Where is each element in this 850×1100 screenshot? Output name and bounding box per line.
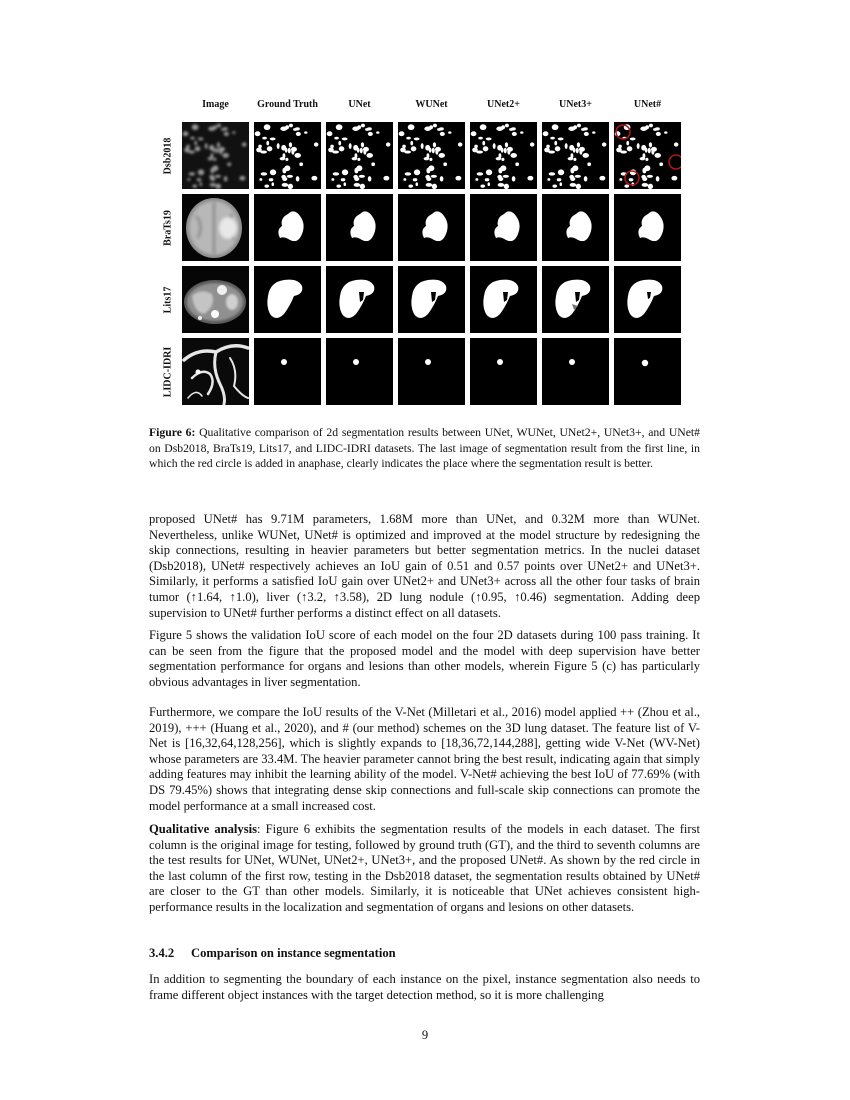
col-header-unet3: UNet3+ — [559, 99, 592, 110]
mask-tile — [542, 338, 609, 405]
col-header-wunet: WUNet — [415, 99, 448, 110]
input-image-tile — [182, 338, 249, 405]
caption-label: Figure 6: — [149, 426, 196, 439]
mask-tile — [542, 194, 609, 261]
mask-tile — [254, 266, 321, 333]
mask-tile — [254, 122, 321, 189]
input-image-tile — [182, 122, 249, 189]
mask-tile — [326, 122, 393, 189]
mask-tile — [470, 194, 537, 261]
mask-tile — [470, 338, 537, 405]
page-number: 9 — [421, 1028, 429, 1042]
col-header-unet2: UNet2+ — [487, 99, 520, 110]
qualitative-lead: Qualitative analysis — [149, 822, 258, 836]
input-image-tile — [182, 194, 249, 261]
mask-tile — [614, 338, 681, 405]
input-image-tile — [182, 266, 249, 333]
col-header-unetsharp: UNet# — [633, 99, 662, 110]
mask-tile — [254, 338, 321, 405]
figure-row-dsb2018 — [160, 122, 687, 189]
mask-tile — [614, 266, 681, 333]
segmentation-figure — [160, 96, 687, 397]
figure-row-lits17 — [160, 266, 687, 333]
paragraph-qualitative — [149, 822, 700, 916]
mask-tile — [398, 122, 465, 189]
mask-tile — [542, 122, 609, 189]
mask-tile — [470, 122, 537, 189]
figure-caption — [149, 425, 700, 472]
col-header-unet: UNet — [348, 99, 371, 110]
mask-tile — [470, 266, 537, 333]
mask-tile — [542, 266, 609, 333]
mask-tile — [398, 266, 465, 333]
mask-tile-highlighted — [614, 122, 681, 189]
mask-tile — [254, 194, 321, 261]
col-header-gt: Ground Truth — [257, 99, 318, 110]
row-label: Lits17 — [162, 286, 174, 313]
col-header-image: Image — [202, 99, 229, 110]
mask-tile — [326, 266, 393, 333]
section-number: 3.4.2 — [149, 946, 175, 960]
paragraph-validation: Figure 5 shows the validation IoU score of each model on the four 2D datasets during 100 pass training. It can be seen from the figure that the proposed model and the model with deep supervision have better segmentation performance for organs and lesions than other models, wherein Figure 5 (c) has particularly obvious advantages in liver segmentation. — [149, 628, 700, 689]
figure-column-headers — [182, 96, 687, 114]
row-label: LIDC-IDRI — [162, 346, 174, 397]
row-label: Dsb2018 — [162, 137, 174, 174]
mask-tile — [326, 338, 393, 405]
figure-row-lidc-idri — [160, 338, 687, 405]
paragraph-3d-comparison: Furthermore, we compare the IoU results of the V-Net (Milletari et al., 2016) model applied ++ (Zhou et al., 2019), +++ (Huang et al., 2020), and # (our method) schemes on the 3D lung dataset. The feature list of V-Net is [16,32,64,128,256], which is slightly expands to [18,36,72,144,288], getting wide V-Net (WV-Net) whose parameters are 33.4M. The heavier parameter cannot bring the best result, indicating again that simply adding features may inhibit the learning ability of the model. V-Net# achieving the best IoU of 77.69% (with DS 79.45%) shows that integrating dense skip connections and full-scale skip connections can promote the model performance at a small increased cost. — [149, 705, 700, 813]
paragraph-instance-intro: In addition to segmenting the boundary of each instance on the pixel, instance segmentation also needs to frame different object instances with the target detection method, so it is more challenging — [149, 972, 700, 1002]
figure-row-brats19 — [160, 194, 687, 261]
mask-tile — [326, 194, 393, 261]
paragraph-results: proposed UNet# has 9.71M parameters, 1.68M more than UNet, and 0.32M more than WUNet. Nevertheless, unlike WUNet, UNet# is optimized and improved at the model structure by redesigning the skip connections, resulting in heavier parameters but better segmentation metrics. In the nuclei dataset (Dsb2018), UNet# respectively achieves an IoU gain of 0.51 and 0.57 points over UNet2+ and UNet3+. Similarly, it performs a satisfied IoU gain over UNet2+ and UNet3+ across all the other four tasks of brain tumor (↑1.64, ↑1.0), liver (↑3.2, ↑3.58), 2D lung nodule (↑0.95, ↑0.46) segmentation. Adding deep supervision to UNet# further performs a distinct effect on all datasets. — [149, 512, 700, 620]
red-circle-marker — [669, 155, 681, 169]
section-title: Comparison on instance segmentation — [191, 946, 396, 960]
caption-text: Qualitative comparison of 2d segmentation results between UNet, WUNet, UNet2+, UNet3+, and UNet# on Dsb2018, BraTs19, Lits17, and LIDC-IDRI datasets. The last image of segmentation result from the first line, in which the red circle is added in anaphase, clearly indicates the place where the segmentation result is better. — [149, 426, 700, 470]
row-label: BraTs19 — [162, 209, 174, 246]
mask-tile — [614, 194, 681, 261]
section-heading — [149, 946, 396, 961]
mask-tile — [398, 338, 465, 405]
mask-tile — [398, 194, 465, 261]
qualitative-text: : Figure 6 exhibits the segmentation results of the models in each dataset. The first column is the original image for testing, followed by ground truth (GT), and the third to seventh columns are the test results for UNet, WUNet, UNet2+, UNet3+, and the proposed UNet#. As shown by the red circle in the last column of the first row, testing in the Dsb2018 dataset, the segmentation results obtained by UNet# are closer to the GT than other models. Similarly, it is noticeable that UNet achieves consistent high-performance results in the localization and segmentation of organs and lesions on other datasets. — [149, 822, 700, 914]
